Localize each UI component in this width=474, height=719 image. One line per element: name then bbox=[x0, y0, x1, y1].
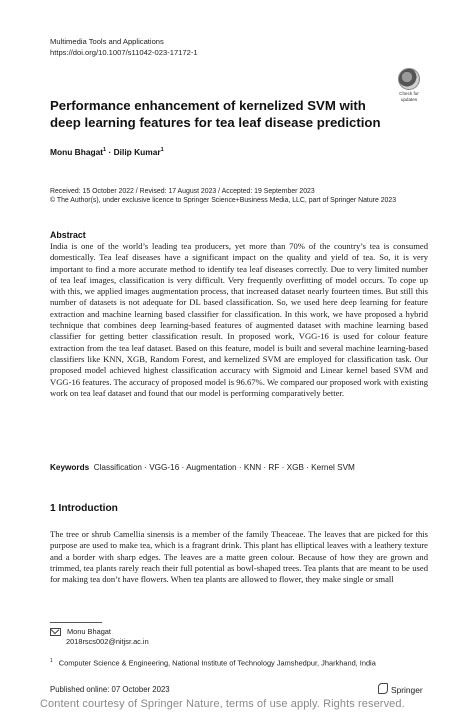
envelope-icon bbox=[50, 628, 61, 636]
courtesy-watermark: Content courtesy of Springer Nature, terms of use apply. Rights reserved. bbox=[40, 698, 405, 710]
copyright-notice: © The Author(s), under exclusive licence to Springer Science+Business Media, LLC, part of Springer Nature 2023 bbox=[50, 197, 397, 205]
abstract-text: India is one of the world’s leading tea producers, yet more than 70% of the country’s tea is consumed domestically. Tea leaf diseases have a significant impact on the quality and yield of tea. So, it is very important to find a more accurate method to identify tea leaf diseases correctly. Due to very limited number of tea leaf images, classification is very difficult. Very frequently overfitting of model occurs. To cope up with this, we applied images augmentation process, that increased dataset nearly fourteen times. But still this number of datasets is not adequate for DL based classification. So, we used here deep learning for feature extraction and machine learning based classifier for classification. In this work, we have proposed a hybrid technique that combines deep learning-based features of augmented dataset with machine learning based classifier for getting better classification result. In proposed work, VGG-16 is used for colour feature extraction from the tea leaf dataset. Based on this feature, model is built and several machine learning-based classifiers like KNN, XGB, Random Forest, and kernelized SVM are employed for classification task. Our proposed model achieved highest classification accuracy with Sigmoid and Linear kernel based SVM and VGG-16 features. The accuracy of proposed model is 96.67%. We compared our proposed work with existing work on tea leaf dataset and found that our model is performing comparatively better. bbox=[50, 241, 428, 398]
journal-name: Multimedia Tools and Applications bbox=[50, 37, 164, 46]
author-name[interactable]: Dilip Kumar bbox=[113, 147, 161, 157]
springer-horse-icon bbox=[378, 683, 388, 694]
contact-email[interactable]: 2018rscs002@nitjsr.ac.in bbox=[66, 637, 149, 646]
contact-name: Monu Bhagat bbox=[67, 627, 111, 636]
corresponding-author bbox=[50, 627, 149, 647]
keywords-label: Keywords bbox=[50, 463, 90, 472]
affiliation-text: Computer Science & Engineering, National Institute of Technology Jamshedpur, Jharkhand, India bbox=[58, 658, 376, 668]
section-heading-introduction: 1 Introduction bbox=[50, 503, 118, 514]
author-name[interactable]: Monu Bhagat bbox=[50, 147, 104, 157]
introduction-text: The tree or shrub Camellia sinensis is a member of the family Theaceae. The leaves that are picked for this purpose are used to make tea, which is a fragrant drink. This plant has elliptical leaves with a leathery texture and a border with sharp edges. The leaves are a matte green colour. Because of how they are grown and trimmed, tea plants rarely reach their full potential as bowl-shaped trees. Tea plants that are meant to be used for making tea don’t have flowers. When tea plants are allowed to flower, they make single or small bbox=[50, 529, 428, 585]
published-online: Published online: 07 October 2023 bbox=[50, 685, 170, 694]
author-list bbox=[50, 147, 164, 157]
paper-title: Performance enhancement of kernelized SVM with deep learning features for tea leaf disease prediction bbox=[50, 98, 381, 130]
check-updates-icon bbox=[398, 68, 420, 90]
springer-logo bbox=[378, 683, 423, 695]
affiliation-mark: 1 bbox=[50, 658, 53, 664]
affiliation bbox=[50, 658, 376, 667]
abstract-heading: Abstract bbox=[50, 230, 86, 240]
publisher-name: Springer bbox=[391, 685, 423, 695]
author-affil-mark: 1 bbox=[160, 147, 164, 154]
doi-link[interactable]: https://doi.org/10.1007/s11042-023-17172-1 bbox=[50, 48, 198, 57]
badge-line-2: updates bbox=[400, 97, 418, 103]
footnote-divider bbox=[50, 622, 102, 623]
keywords-list: Classification · VGG-16 · Augmentation · KNN · RF · XGB · Kernel SVM bbox=[93, 463, 355, 472]
publication-dates bbox=[50, 187, 396, 205]
journal-header bbox=[50, 36, 198, 58]
check-for-updates-badge[interactable] bbox=[394, 68, 424, 102]
author-separator: · bbox=[106, 147, 114, 157]
keywords bbox=[50, 463, 430, 472]
author-affil-mark: 1 bbox=[103, 147, 107, 154]
received-revised-accepted: Received: 15 October 2022 / Revised: 17 August 2023 / Accepted: 19 September 2023 bbox=[50, 188, 315, 195]
badge-line-1: Check for bbox=[399, 91, 419, 96]
